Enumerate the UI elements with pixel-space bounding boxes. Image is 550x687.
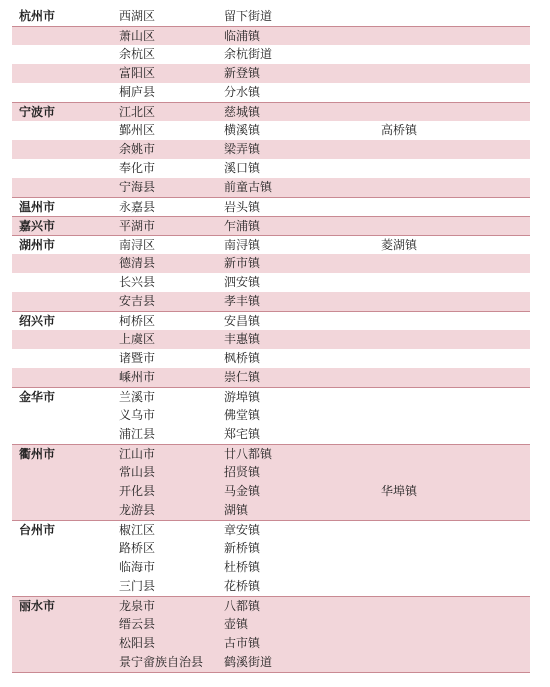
table-row (12, 425, 530, 444)
table-row (12, 45, 530, 64)
table-row (12, 254, 530, 273)
county-cell: 南浔区 (119, 237, 156, 252)
table-row (12, 83, 530, 102)
county-cell: 龙泉市 (119, 598, 156, 613)
county-cell: 鄞州区 (119, 123, 156, 137)
town-cell: 前童古镇 (224, 180, 273, 194)
extra-town-cell: 菱湖镇 (381, 237, 418, 252)
county-cell: 永嘉县 (119, 199, 156, 214)
town-cell: 新登镇 (224, 66, 261, 80)
table-row (12, 159, 530, 178)
town-cell: 丰惠镇 (224, 332, 261, 346)
county-cell: 江北区 (119, 104, 156, 119)
table-row (12, 444, 530, 463)
county-cell: 诸暨市 (119, 351, 156, 365)
county-cell: 三门县 (119, 579, 156, 593)
county-cell: 长兴县 (119, 275, 156, 289)
town-cell: 横溪镇 (224, 123, 261, 137)
town-cell: 南浔镇 (224, 237, 261, 252)
table-row (12, 197, 530, 216)
county-cell: 景宁畲族自治县 (119, 655, 204, 669)
town-cell: 新市镇 (224, 256, 261, 270)
table-row (12, 634, 530, 653)
town-cell: 余杭街道 (224, 47, 273, 61)
town-cell: 孝丰镇 (224, 294, 261, 308)
town-cell: 乍浦镇 (224, 218, 261, 233)
county-cell: 嵊州市 (119, 370, 156, 384)
table-row (12, 349, 530, 368)
table-row (12, 64, 530, 83)
table-row (12, 235, 530, 254)
city-cell: 嘉兴市 (19, 218, 56, 233)
table-row (12, 615, 530, 634)
table-row (12, 501, 530, 520)
town-cell: 枫桥镇 (224, 351, 261, 365)
town-cell: 马金镇 (224, 484, 261, 498)
town-cell: 八都镇 (224, 598, 261, 613)
table-row (12, 539, 530, 558)
table-row (12, 463, 530, 482)
town-cell: 新桥镇 (224, 541, 261, 555)
county-cell: 义乌市 (119, 408, 156, 422)
city-cell: 绍兴市 (19, 313, 56, 328)
table-row (12, 520, 530, 539)
table-row (12, 311, 530, 330)
extra-town-cell: 高桥镇 (381, 123, 418, 137)
county-cell: 桐庐县 (119, 85, 156, 99)
table-row (12, 482, 530, 501)
table-row (12, 26, 530, 45)
table-row (12, 273, 530, 292)
town-cell: 招贤镇 (224, 465, 261, 479)
county-cell: 奉化市 (119, 161, 156, 175)
town-cell: 梁弄镇 (224, 142, 261, 156)
table-row (12, 140, 530, 159)
city-cell: 丽水市 (19, 598, 56, 613)
city-cell: 温州市 (19, 199, 56, 214)
town-cell: 廿八都镇 (224, 446, 273, 461)
town-cell: 分水镇 (224, 85, 261, 99)
city-cell: 湖州市 (19, 237, 56, 252)
town-cell: 崇仁镇 (224, 370, 261, 384)
county-cell: 余姚市 (119, 142, 156, 156)
county-cell: 龙游县 (119, 503, 156, 517)
table-row (12, 178, 530, 197)
city-cell: 台州市 (19, 522, 56, 537)
table-row (12, 653, 530, 672)
town-cell: 壶镇 (224, 617, 249, 631)
town-cell: 游埠镇 (224, 389, 261, 404)
table-row (12, 121, 530, 140)
table-row (12, 577, 530, 596)
town-cell: 岩头镇 (224, 199, 261, 214)
city-cell: 衢州市 (19, 446, 56, 461)
town-cell: 章安镇 (224, 522, 261, 537)
county-cell: 富阳区 (119, 66, 156, 80)
town-cell: 湖镇 (224, 503, 249, 517)
county-cell: 缙云县 (119, 617, 156, 631)
table-row (12, 596, 530, 615)
county-cell: 西湖区 (119, 9, 156, 23)
town-cell: 留下街道 (224, 9, 273, 23)
town-cell: 慈城镇 (224, 104, 261, 119)
extra-town-cell: 华埠镇 (381, 484, 418, 498)
county-cell: 平湖市 (119, 218, 156, 233)
county-cell: 松阳县 (119, 636, 156, 650)
county-cell: 路桥区 (119, 541, 156, 555)
town-cell: 泗安镇 (224, 275, 261, 289)
city-cell: 金华市 (19, 389, 56, 404)
county-cell: 浦江县 (119, 427, 156, 441)
county-cell: 江山市 (119, 446, 156, 461)
town-table (12, 7, 530, 672)
town-cell: 郑宅镇 (224, 427, 261, 441)
table-row (12, 216, 530, 235)
county-cell: 开化县 (119, 484, 156, 498)
county-cell: 柯桥区 (119, 313, 156, 328)
town-cell: 杜桥镇 (224, 560, 261, 574)
table-row (12, 387, 530, 406)
county-cell: 安吉县 (119, 294, 156, 308)
table-row (12, 102, 530, 121)
county-cell: 上虞区 (119, 332, 156, 346)
city-cell: 宁波市 (19, 104, 56, 119)
town-cell: 鹤溪街道 (224, 655, 273, 669)
county-cell: 兰溪市 (119, 389, 156, 404)
county-cell: 常山县 (119, 465, 156, 479)
town-cell: 古市镇 (224, 636, 261, 650)
town-cell: 溪口镇 (224, 161, 261, 175)
table-row (12, 368, 530, 387)
town-cell: 临浦镇 (224, 28, 261, 43)
city-cell: 杭州市 (19, 9, 56, 23)
county-cell: 德清县 (119, 256, 156, 270)
table-row (12, 7, 530, 26)
county-cell: 萧山区 (119, 28, 156, 43)
county-cell: 余杭区 (119, 47, 156, 61)
town-cell: 花桥镇 (224, 579, 261, 593)
town-cell: 安昌镇 (224, 313, 261, 328)
county-cell: 临海市 (119, 560, 156, 574)
table-row (12, 406, 530, 425)
table-row (12, 330, 530, 349)
table-bottom-border (12, 672, 530, 673)
county-cell: 椒江区 (119, 522, 156, 537)
town-cell: 佛堂镇 (224, 408, 261, 422)
county-cell: 宁海县 (119, 180, 156, 194)
table-row (12, 558, 530, 577)
table-row (12, 292, 530, 311)
